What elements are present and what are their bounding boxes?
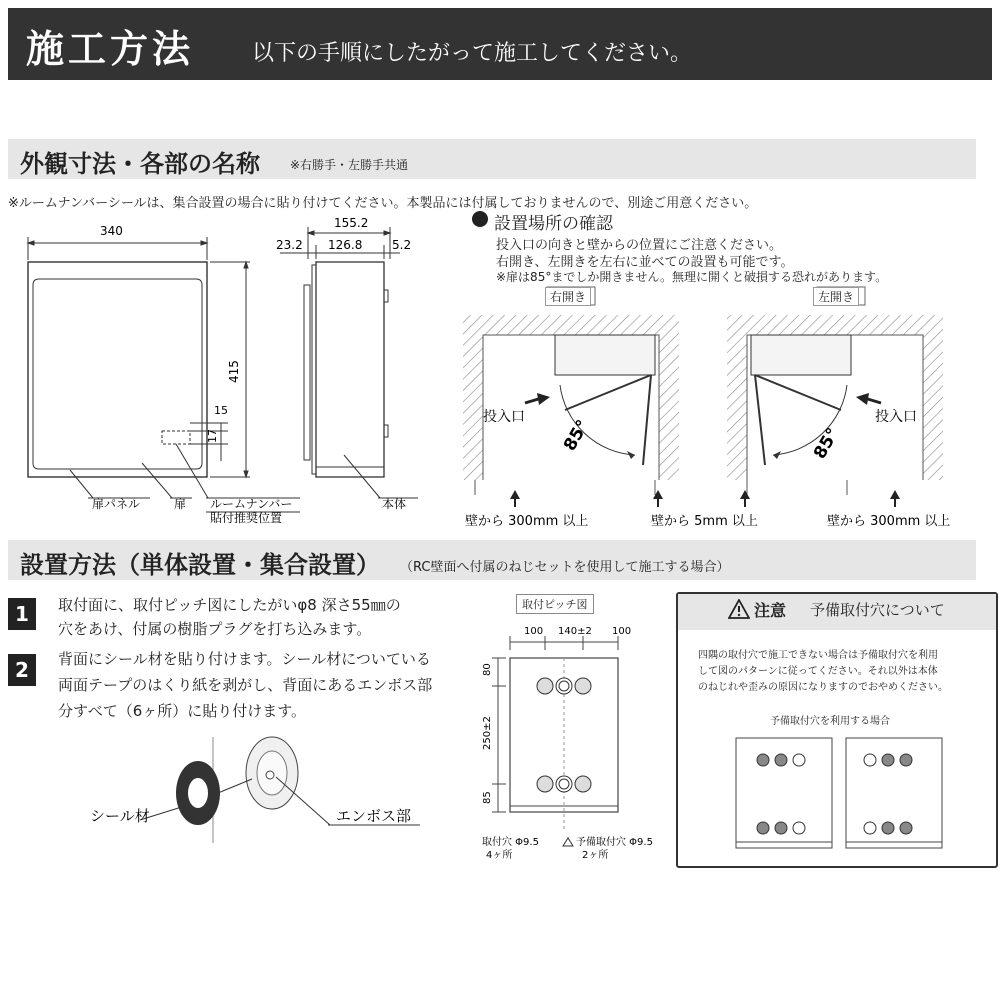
- front-height-label: 415: [227, 360, 241, 383]
- left-inlet-label: 投入口: [875, 409, 917, 425]
- bullet-icon: [472, 211, 488, 227]
- side-d1-label: 23.2: [276, 238, 303, 252]
- front-dim17-label: 17: [206, 429, 219, 443]
- section1-notice: ※ルームナンバーシールは、集合設置の場合に貼り付けてください。本製品には付属しておりませんので、別途ご用意ください。: [8, 196, 758, 211]
- pitch-side-dim-1: 80: [482, 663, 493, 676]
- pattern-caption: 予備取付穴を利用する場合: [770, 716, 890, 727]
- clearance-300-right: 壁から 300mm 以上: [465, 514, 589, 529]
- front-dim15-label: 15: [214, 404, 228, 417]
- step-2-line-2: 両面テープのはくり紙を剥がし、背面にあるエンボス部: [58, 676, 433, 694]
- spare-hole-label: 予備取付穴 Φ9.5: [576, 837, 653, 848]
- section1-note: ※右勝手・左勝手共通: [290, 158, 409, 172]
- body-label: 本体: [382, 497, 407, 511]
- section2-title: 設置方法（単体設置・集合設置）: [20, 551, 380, 579]
- step-2-number: 2: [8, 654, 36, 686]
- caution-line-3: のねじれや歪みの原因になりますのでおやめください。: [698, 682, 948, 693]
- clearance-300-left: 壁から 300mm 以上: [827, 514, 951, 529]
- pitch-top-dim-1: 100: [524, 626, 544, 637]
- step-1-number: 1: [8, 598, 36, 630]
- door-label: 扉: [174, 497, 187, 511]
- door-panel-label: 扉パネル: [92, 497, 141, 511]
- page-title: 施工方法: [26, 27, 195, 71]
- front-view-drawing: [0, 215, 310, 535]
- right-angle-label: 85°: [560, 416, 594, 455]
- spare-hole-count: 2ヶ所: [582, 850, 609, 861]
- left-open-label: 左開き: [813, 287, 859, 306]
- emboss-label: エンボス部: [336, 807, 412, 825]
- step-2-line-3: 分すべて（6ヶ所）に貼り付けます。: [58, 702, 307, 720]
- caution-line-1: 四隅の取付穴で施工できない場合は予備取付穴を利用: [698, 650, 938, 661]
- room-number-position-label: 貼付推奨位置: [210, 511, 283, 525]
- step-1-line-1: 取付面に、取付ピッチ図にしたがいφ8 深さ55㎜の: [58, 596, 401, 614]
- left-angle-label: 85°: [810, 424, 844, 463]
- location-line-1: 投入口の向きと壁からの位置にご注意ください。: [496, 238, 783, 253]
- caution-line-2: して図のパターンに従ってください。それ以外は本体: [698, 666, 938, 677]
- side-total-label: 155.2: [334, 216, 369, 230]
- section1-title: 外観寸法・各部の名称: [20, 150, 260, 178]
- hole-label: 取付穴 Φ9.5: [482, 837, 539, 848]
- location-title: 設置場所の確認: [494, 214, 613, 234]
- clearance-5: 壁から 5mm 以上: [651, 514, 758, 529]
- location-line-2: 右開き、左開きを左右に並べての設置も可能です。: [496, 255, 794, 270]
- side-view-drawing: [270, 215, 430, 515]
- spare-hole-patterns: [730, 734, 950, 854]
- caution-subtitle: 予備取付穴について: [810, 601, 945, 619]
- side-d2-label: 126.8: [328, 238, 363, 252]
- front-width-label: 340: [100, 224, 123, 238]
- page-subtitle: 以下の手順にしたがって施工してください。: [252, 41, 693, 66]
- room-number-label: ルームナンバー: [210, 497, 293, 511]
- right-inlet-label: 投入口: [483, 409, 525, 425]
- caution-title: 注意: [754, 601, 787, 620]
- right-open-label: 右開き: [545, 287, 591, 306]
- pitch-side-dim-2: 250±2: [482, 716, 493, 750]
- side-d3-label: 5.2: [392, 238, 412, 252]
- warning-icon: [728, 599, 750, 619]
- pitch-diagram: [470, 620, 660, 870]
- seal-emboss-drawing: [80, 735, 430, 845]
- location-line-3: ※扉は85°までしか開きません。無理に開くと破損する恐れがあります。: [496, 270, 888, 284]
- hole-count: 4ヶ所: [486, 850, 513, 861]
- step-2-line-1: 背面にシール材を貼り付けます。シール材についている: [58, 650, 431, 668]
- pitch-top-dim-2: 140±2: [558, 626, 592, 637]
- step-1-line-2: 穴をあけ、付属の樹脂プラグを打ち込みます。: [58, 620, 372, 638]
- pitch-side-dim-3: 85: [482, 791, 493, 804]
- section2-note: （RC壁面へ付属のねじセットを使用して施工する場合）: [400, 560, 730, 575]
- location-diagram: [455, 285, 955, 530]
- pitch-title: 取付ピッチ図: [516, 594, 594, 614]
- pitch-top-dim-3: 100: [612, 626, 632, 637]
- seal-label: シール材: [90, 807, 150, 825]
